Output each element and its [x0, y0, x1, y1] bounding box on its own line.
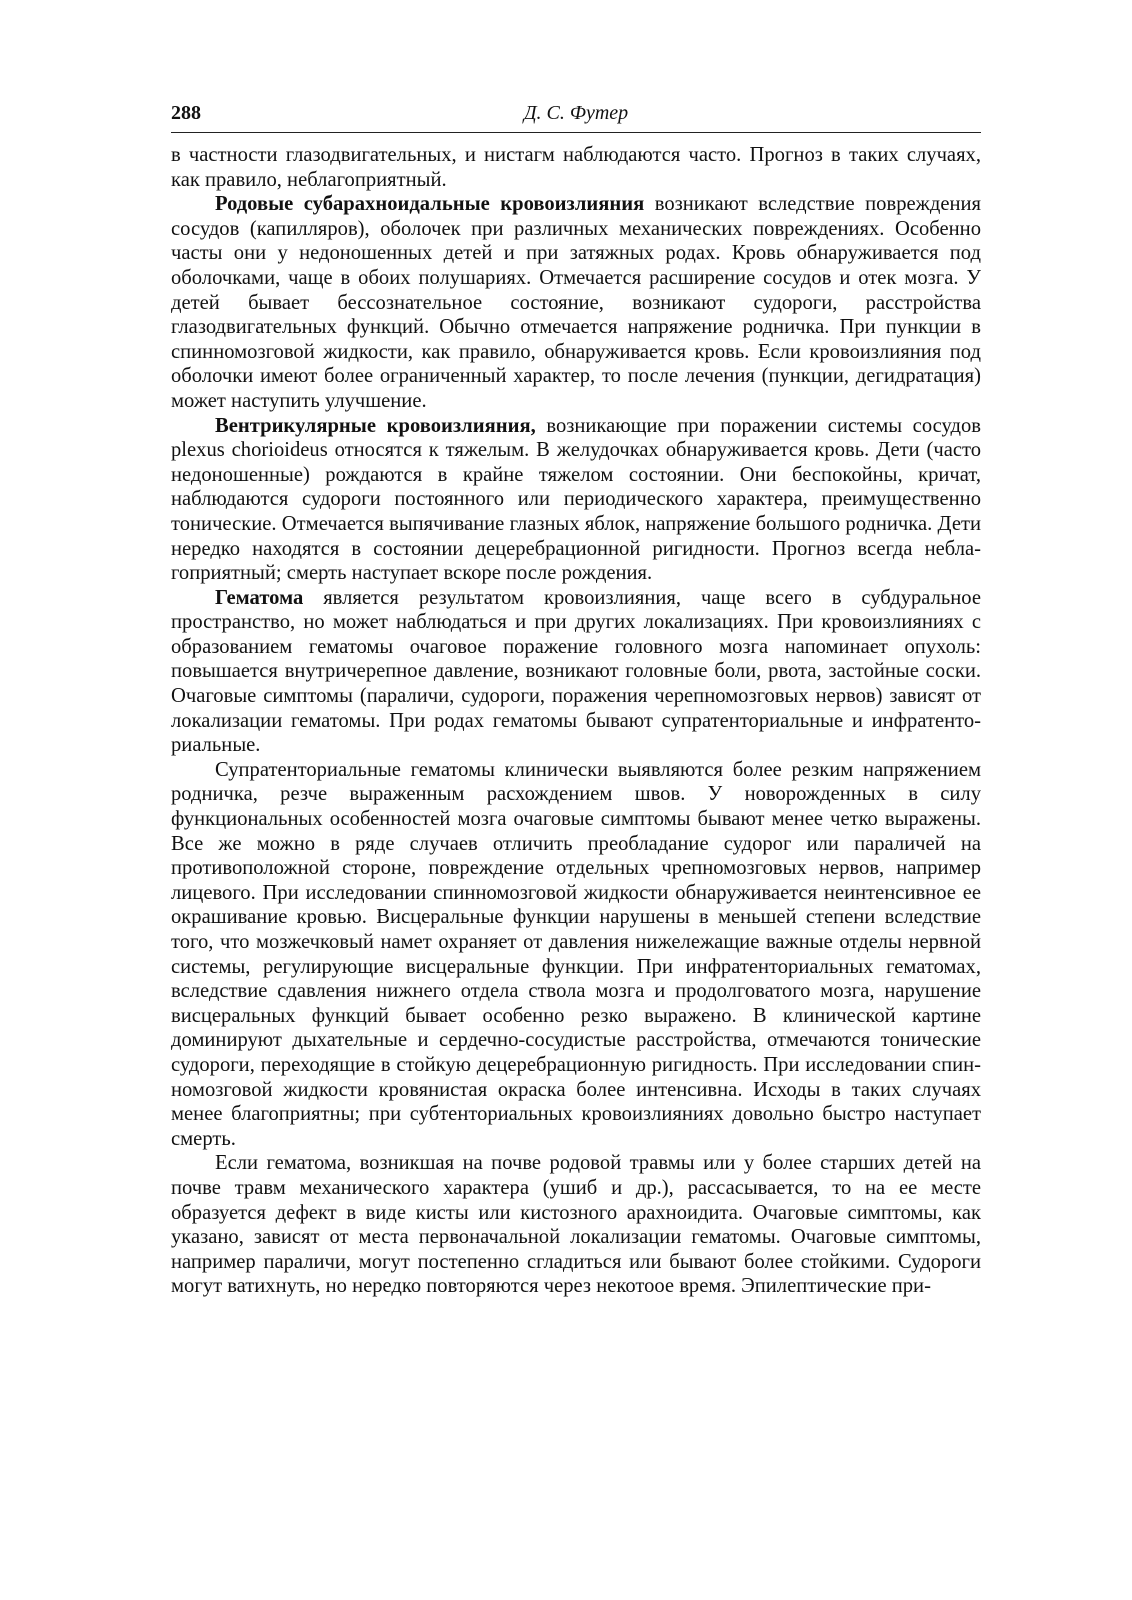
paragraph [171, 414, 981, 586]
paragraph [171, 586, 981, 758]
page-header [171, 98, 981, 133]
paragraph-text: Супратенториальные гематомы клинически выявляются более резким напряжением родничка, резче выраженным расхождением швов. У новорожденных в силу функциональных особенностей мозга очаговые симптомы бывают менее четко выражены. Все же можно в ряде случаев отличить преобладание судорог или параличей на противоположной стороне, повреждение отдельных чрепномозговых нервов, например лицевого. При исследовании спинномозговой жидкости обнаруживается неинтенсивное ее окрашивание кровью. Висцеральные функции нарушены в меньшей степени вследствие того, что мозжечковый намет охраняет от давления нижележащие важные отделы нервной системы, регулирующие висцеральные функции. При инфратенториальных гематомах, вследствие сдавления нижнего отдела ствола мозга и продолговатого мозга, нарушение висцеральных функций бывает особенно резко выражено. В клинической картине доминируют дыхательные и сердечно-сосудистые расстройства, отмечаются тонические судороги, переходящие в стойкую децеребрационную ригидность. При исследовании спинномозговой жидкости кровянистая окраска более интенсивна. Исходы в таких случаях менее благоприятны; при субтенториальных кровоизлияниях довольно быстро наступает смерть. [171, 758, 981, 1150]
page-body [171, 143, 981, 1299]
paragraph-term: Вентрикулярные кровоизлияния, [215, 414, 536, 437]
paragraph [171, 143, 981, 192]
paragraph-text: является результатом кровоизлияния, чаще всего в субдуральное пространство, но может наблюдаться и при других локализациях. При кровоизлияниях с образованием гематомы очаговое поражение головного мозга напоминает опухоль: повышается внутричерепное давление, возникают головные боли, рвота, застойные соски. Очаговые симптомы (параличи, судороги, поражения черепномозговых нервов) зависят от локализации гематомы. При родах гематомы бывают супратенториальные и инфратенториальные. [171, 586, 981, 757]
page-number: 288 [171, 102, 201, 124]
paragraph [171, 192, 981, 413]
paragraph-text: возникают вследствие повреждения сосудов (капилляров), оболочек при различных механических повреждениях. Особенно часты они у недоношенных детей и при затяжных родах. Кровь обнаруживается под оболочками, чаще в обоих полушариях. Отмечается расширение сосудов и отек мозга. У детей бывает бессознательное состояние, возникают судороги, расстройства глазодвигательных функций. Обычно отмечается напряжение родничка. При пункции в спинномозговой жидкости, как правило, обнаруживается кровь. Если кровоизлияния под оболочки имеют более ограниченный характер, то после лечения (пункции, дегидратация) может наступить улучшение. [171, 193, 981, 412]
book-page [171, 98, 981, 1299]
paragraph-term: Родовые субарахноидальные кровоизлияния [215, 193, 645, 216]
paragraph [171, 1151, 981, 1299]
paragraph-text: в частности глазодвигательных, и нистагм наблюдаются часто. Прогноз в таких случаях, как правило, неблагоприятный. [171, 144, 981, 191]
running-head: Д. С. Футер [523, 102, 629, 124]
paragraph [171, 758, 981, 1152]
paragraph-term: Гематома [215, 586, 304, 609]
paragraph-text: возникающие при поражении системы сосудов plexus chorioideus относятся к тяжелым. В желудочках обнаруживается кровь. Дети (часто недоношенные) рождаются в крайне тяжелом состоянии. Они беспокойны, кричат, наблюдаются судороги постоянного или периодического характера, преимущественно тонические. Отмечается выпячивание глазных яблок, напряжение большого родничка. Дети нередко находятся в состоянии децеребрационной ригидности. Прогноз всегда неблагоприятный; смерть наступает вскоре после рождения. [171, 414, 981, 585]
paragraph-text: Если гематома, возникшая на почве родовой травмы или у более старших детей на почве травм механического характера (ушиб и др.), рассасывается, то на ее месте образуется дефект в виде кисты или кистозного арахноидита. Очаговые симптомы, как указано, зависят от места первоначальной локализации гематомы. Очаговые симптомы, например параличи, могут постепенно сгладиться или бывают более стойкими. Судороги могут ватихнуть, но нередко повторяются через некотоое время. Эпилептические при- [171, 1152, 981, 1298]
